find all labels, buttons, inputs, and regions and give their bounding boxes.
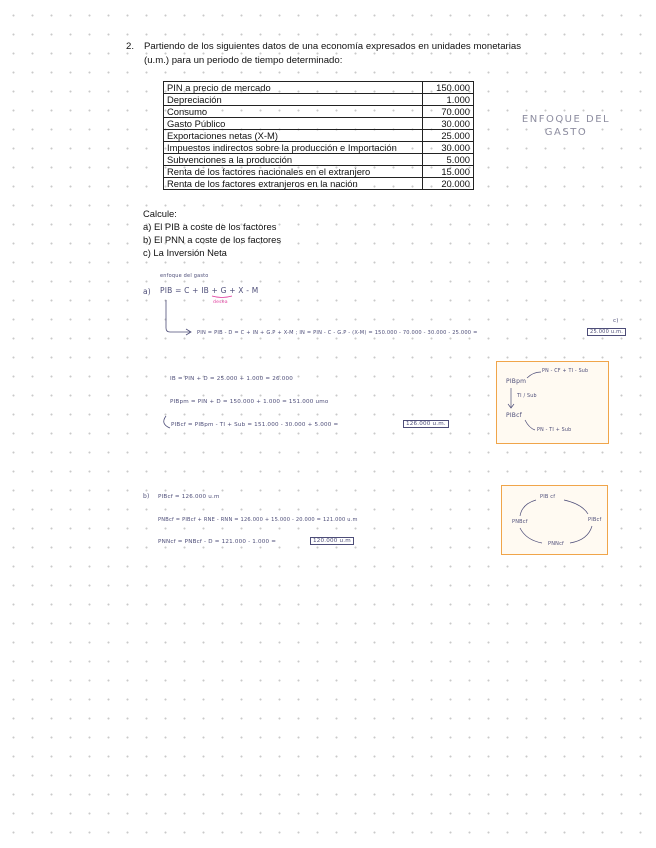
pink-underline <box>212 296 232 298</box>
a-heading: enfoque del gasto <box>160 273 209 279</box>
question-c: c) La Inversión Neta <box>143 247 227 258</box>
box2-right: PIBcf <box>588 517 602 523</box>
row-label: Renta de los factores extranjeros en la nación <box>164 178 423 190</box>
b-line3: PNNcf = PNBcf - D = 121.000 - 1.000 = <box>158 539 277 545</box>
row-value: 30.000 <box>423 142 474 154</box>
box1-arrows <box>497 362 608 443</box>
problem-text: Partiendo de los siguientes datos de una economía expresados en unidades monetarias (u.m.) para un periodo de tiempo determinado: <box>144 41 521 66</box>
line-pibcf: PIBcf = PIBpm - TI + Sub = 151.000 - 30.000 + 5.000 = <box>171 422 339 428</box>
pibcf-result: 126.000 u.m. <box>403 420 449 428</box>
box1-bottom-right: PN - TI + Sub <box>537 428 572 433</box>
box1-bottom: PIBcf <box>506 412 522 419</box>
box2-left: PNBcf <box>512 519 528 525</box>
row-label: Depreciación <box>164 94 423 106</box>
box1-middle: TI / Sub <box>517 394 537 399</box>
row-label: Renta de los factores nacionales en el extranjero <box>164 166 423 178</box>
c-line: PIN = PIB - D = C + IN + G.P + X-M ; IN = PIN - C - G.P - (X-M) = 150.000 - 70.000 - 30.000 - 25.000 = <box>197 330 478 336</box>
questions-title: Calcule: <box>143 208 177 219</box>
line-ib: IB = PIN + D = 25.000 + 1.000 = 26.000 <box>170 376 293 382</box>
a-formula: PIB = C + IB + G + X - M <box>160 286 259 295</box>
b-result: 120.000 u.m <box>310 537 354 545</box>
b-label: b) <box>143 493 150 500</box>
row-value: 150.000 <box>423 82 474 94</box>
a-pink-note: desea <box>213 300 228 305</box>
a-label: a) <box>143 287 151 296</box>
arrow-curve-pibcf <box>164 416 170 428</box>
row-label: Consumo <box>164 106 423 118</box>
box2-top: PIB cf <box>540 494 556 500</box>
row-value: 70.000 <box>423 106 474 118</box>
row-value: 25.000 <box>423 130 474 142</box>
line-pibpm: PIBpm = PIN + D = 150.000 + 1.000 = 151.000 umo <box>170 399 329 405</box>
row-label: PIN a precio de mercado <box>164 82 423 94</box>
question-a: a) El PIB a coste de los factores <box>143 221 277 232</box>
box2-arrows <box>502 486 607 554</box>
arrow-c-line <box>166 300 190 332</box>
box1-top: PIBpm <box>506 378 527 385</box>
b-line2: PNBcf = PIBcf + RNE - RNN = 126.000 + 15.000 - 20.000 = 121.000 u.m <box>158 517 358 523</box>
c-label: c) <box>613 318 619 324</box>
row-label: Subvenciones a la producción <box>164 154 423 166</box>
side-note-line1: ENFOQUE DEL <box>521 114 611 125</box>
question-b: b) El PNN a coste de los factores <box>143 234 282 245</box>
row-value: 5.000 <box>423 154 474 166</box>
row-value: 30.000 <box>423 118 474 130</box>
row-value: 20.000 <box>423 178 474 190</box>
row-value: 15.000 <box>423 166 474 178</box>
box2-bottom: PNNcf <box>548 541 565 547</box>
side-note-line2: GASTO <box>544 127 588 138</box>
row-label: Exportaciones netas (X-M) <box>164 130 423 142</box>
problem-number: 2. <box>126 41 135 52</box>
row-value: 1.000 <box>423 94 474 106</box>
diagram-box-pibpm <box>496 361 609 444</box>
row-label: Gasto Público <box>164 118 423 130</box>
diagram-box-cycle <box>501 485 608 555</box>
row-label: Impuestos indirectos sobre la producción e Importación <box>164 142 423 154</box>
c-result: 25.000 u.m. <box>587 328 626 336</box>
box1-arrow-right: PN - CF + TI - Sub <box>542 369 589 374</box>
b-line1: PIBcf = 126.000 u.m <box>158 494 220 500</box>
